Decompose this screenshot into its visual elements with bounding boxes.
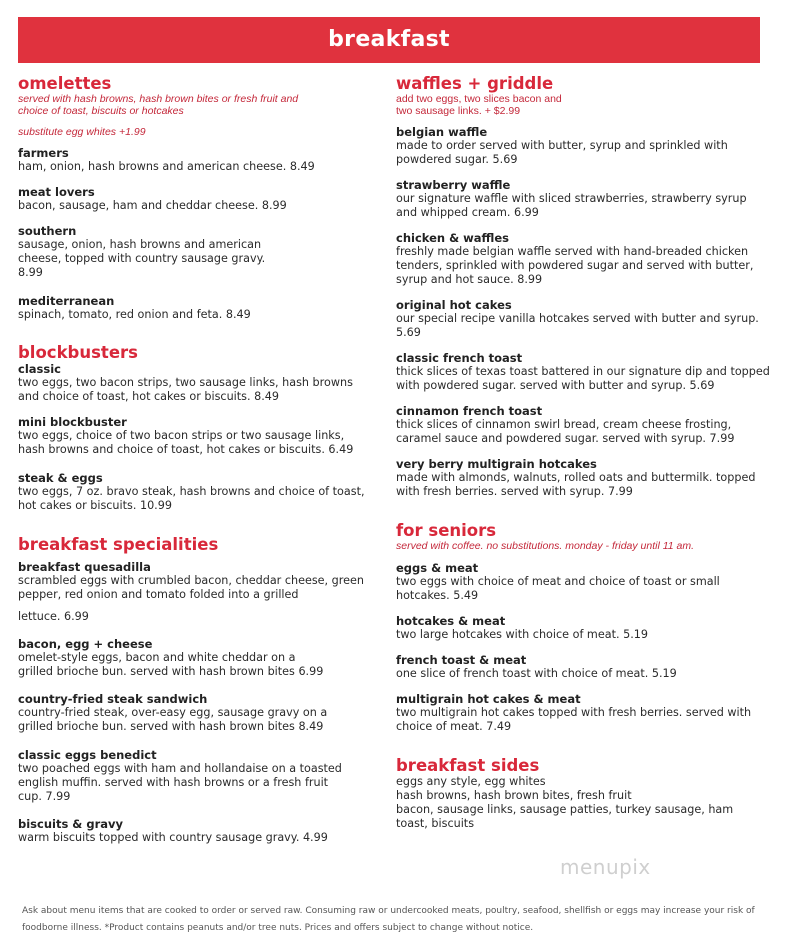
section-note: served with coffee. no substitutions. monday - friday until 11 am. (396, 540, 695, 552)
item-name: bacon, egg + cheese (18, 637, 153, 651)
item-name: steak & eggs (18, 471, 103, 485)
item-desc: two eggs with choice of meat and choice of toast or small hotcakes. 5.49 (396, 575, 720, 602)
item-name: strawberry waffle (396, 178, 511, 192)
blockbusters-section (18, 343, 368, 513)
item-desc: made to order served with butter, syrup and sprinkled with powdered sugar. 5.69 (396, 139, 728, 166)
omelettes-section (18, 74, 368, 322)
item-name: classic eggs benedict (18, 748, 157, 762)
item-desc: two poached eggs with ham and hollandaise on a toasted english muffin. served with hash browns or a fresh fruit cup. 7.99 (18, 762, 342, 803)
menu-item (18, 415, 368, 457)
item-name: french toast & meat (396, 653, 527, 667)
menu-item (396, 614, 771, 642)
side-line: eggs any style, egg whites (396, 775, 546, 788)
item-name: southern (18, 224, 77, 238)
item-desc: bacon, sausage, ham and cheddar cheese. 8.99 (18, 199, 287, 212)
section-title: omelettes (18, 74, 112, 93)
item-name: mediterranean (18, 294, 115, 308)
menu-item (396, 178, 771, 220)
item-name: classic french toast (396, 351, 523, 365)
item-name: farmers (18, 146, 69, 160)
menu-item (396, 692, 771, 734)
specialities-section (18, 535, 368, 845)
sides-section (396, 756, 771, 831)
section-title: blockbusters (18, 343, 138, 362)
item-desc: two eggs, 7 oz. bravo steak, hash browns and choice of toast, hot cakes or biscuits. 10.99 (18, 485, 365, 512)
side-line: toast, biscuits (396, 817, 475, 830)
menu-item (18, 748, 368, 804)
section-title: waffles + griddle (396, 74, 554, 93)
seniors-section (396, 521, 771, 734)
right-column (396, 74, 771, 831)
item-desc: two eggs, choice of two bacon strips or two sausage links, hash browns and choice of toast, hot cakes or biscuits. 6.49 (18, 429, 354, 456)
item-name: mini blockbuster (18, 415, 127, 429)
menu-item (18, 146, 368, 174)
menu-item (18, 692, 368, 734)
left-column (18, 74, 368, 845)
item-name: classic (18, 362, 61, 376)
section-note: substitute egg whites +1.99 (18, 126, 146, 138)
menu-item (396, 653, 771, 681)
item-name: hotcakes & meat (396, 614, 506, 628)
item-name: very berry multigrain hotcakes (396, 457, 597, 471)
item-name: country-fried steak sandwich (18, 692, 208, 706)
menu-item (18, 560, 368, 624)
item-name: original hot cakes (396, 298, 512, 312)
waffles-section (396, 74, 771, 499)
item-desc: scrambled eggs with crumbled bacon, cheddar cheese, green pepper, red onion and tomato folded into a grilled (18, 574, 364, 601)
item-name: belgian waffle (396, 125, 488, 139)
watermark: menupix (560, 855, 651, 879)
side-line: bacon, sausage links, sausage patties, turkey sausage, ham (396, 803, 734, 816)
menu-banner: breakfast (18, 17, 760, 63)
section-title: breakfast specialities (18, 535, 219, 554)
menu-item (18, 185, 368, 213)
section-note: served with hash browns, hash brown bites or fresh fruit and choice of toast, biscuits or hotcakes (18, 93, 299, 117)
item-desc: thick slices of cinnamon swirl bread, cream cheese frosting, caramel sauce and powdered sugar. served with syrup. 7.99 (396, 418, 735, 445)
item-desc: warm biscuits topped with country sausage gravy. 4.99 (18, 831, 328, 844)
item-name: multigrain hot cakes & meat (396, 692, 581, 706)
item-desc: made with almonds, walnuts, rolled oats and buttermilk. topped with fresh berries. served with syrup. 7.99 (396, 471, 756, 498)
item-desc: omelet-style eggs, bacon and white cheddar on a grilled brioche bun. served with hash brown bites 6.99 (18, 651, 324, 678)
item-desc: two eggs, two bacon strips, two sausage links, hash browns and choice of toast, hot cakes or biscuits. 8.49 (18, 376, 353, 403)
item-name: meat lovers (18, 185, 95, 199)
menu-item (396, 125, 771, 167)
menu-item (396, 457, 771, 499)
menu-item (18, 637, 368, 679)
item-desc: two multigrain hot cakes topped with fresh berries. served with choice of meat. 7.49 (396, 706, 752, 733)
side-line: hash browns, hash brown bites, fresh fruit (396, 789, 632, 802)
item-desc: one slice of french toast with choice of meat. 5.19 (396, 667, 677, 680)
menu-item (18, 362, 368, 404)
menu-item (396, 231, 771, 287)
item-desc: spinach, tomato, red onion and feta. 8.49 (18, 308, 251, 321)
section-note: add two eggs, two slices bacon and two sausage links. + $2.99 (396, 93, 562, 117)
menu-item (18, 471, 368, 513)
item-desc: lettuce. 6.99 (18, 610, 89, 623)
item-desc: our signature waffle with sliced strawberries, strawberry syrup and whipped cream. 6.99 (396, 192, 747, 219)
item-name: chicken & waffles (396, 231, 509, 245)
menu-item (396, 404, 771, 446)
footer-disclaimer: Ask about menu items that are cooked to order or served raw. Consuming raw or undercooked meats, poultry, seafood, shellfish or eggs may increase your risk of foodborne illness. *Product contains peanuts and/or tree nuts. Prices and offers subject to change without notice. (22, 906, 755, 933)
item-name: eggs & meat (396, 561, 479, 575)
item-name: cinnamon french toast (396, 404, 543, 418)
item-name: biscuits & gravy (18, 817, 123, 831)
menu-item (18, 224, 368, 280)
item-desc: sausage, onion, hash browns and american cheese, topped with country sausage gravy. 8.99 (18, 238, 266, 279)
item-desc: our special recipe vanilla hotcakes served with butter and syrup. 5.69 (396, 312, 759, 339)
item-desc: thick slices of texas toast battered in our signature dip and topped with powdered sugar. served with butter and syrup. 5.69 (396, 365, 770, 392)
menu-item (18, 294, 368, 322)
item-desc: ham, onion, hash browns and american cheese. 8.49 (18, 160, 315, 173)
item-name: breakfast quesadilla (18, 560, 151, 574)
menu-item (396, 298, 771, 340)
item-desc: freshly made belgian waffle served with hand-breaded chicken tenders, sprinkled with powdered sugar and served with butter, syrup and hot sauce. 8.99 (396, 245, 754, 286)
menu-item (18, 817, 368, 845)
item-desc: country-fried steak, over-easy egg, sausage gravy on a grilled brioche bun. served with hash brown bites 8.49 (18, 706, 328, 733)
menu-item (396, 351, 771, 393)
menu-item (396, 561, 771, 603)
section-title: for seniors (396, 521, 497, 540)
item-desc: two large hotcakes with choice of meat. 5.19 (396, 628, 648, 641)
section-title: breakfast sides (396, 756, 540, 775)
